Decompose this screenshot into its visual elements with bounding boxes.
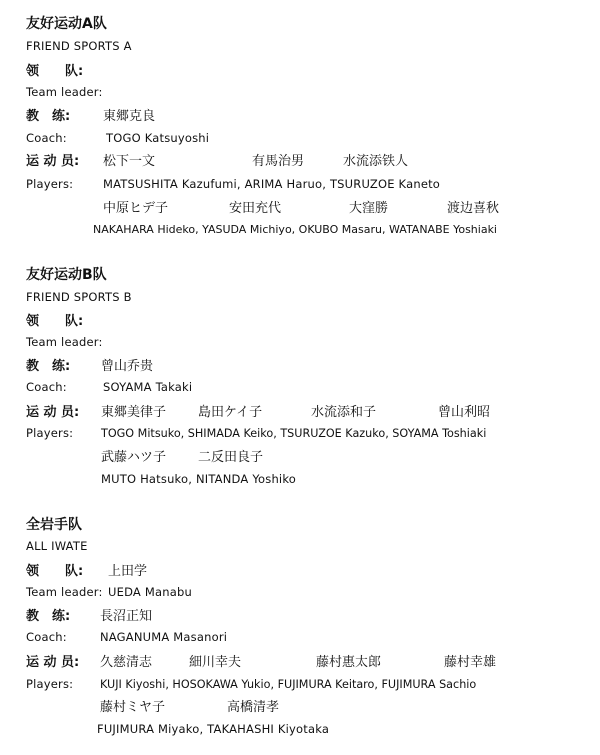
team-a-players-label-en: Players: [26, 177, 74, 191]
team-a-player-cn: 有馬治男 [252, 154, 305, 169]
team-c-name-cn: 全岩手队 [26, 517, 82, 533]
team-c-leader-label-cn: 领 队: [26, 564, 84, 579]
team-a-coach-label-cn: 教 练: [26, 109, 71, 124]
team-a-coach-cn: 東郷克良 [103, 109, 156, 124]
team-a-player-cn: 渡边喜秋 [447, 201, 500, 216]
team-c-player-cn: 藤村ミヤ子 [100, 700, 166, 715]
team-b-name-en: FRIEND SPORTS B [26, 290, 132, 304]
team-c-player-cn: 高橋清孝 [227, 700, 280, 715]
team-c-players-label-en: Players: [26, 677, 74, 691]
team-c-player-cn: 久慈清志 [100, 655, 153, 670]
team-c-leader-en: UEDA Manabu [108, 585, 192, 599]
team-c-leader-cn: 上田学 [108, 564, 148, 579]
team-b-coach-label-cn: 教 练: [26, 359, 71, 374]
team-a-player-cn: 大窪勝 [349, 201, 389, 216]
team-b-leader-label-en: Team leader: [26, 335, 103, 349]
team-b-coach-label-en: Coach: [26, 380, 67, 394]
team-a-player-cn: 松下一文 [103, 154, 156, 169]
team-a-coach-label-en: Coach: [26, 131, 67, 145]
team-c-player-cn: 藤村幸雄 [444, 655, 497, 670]
team-c-name-en: ALL IWATE [26, 539, 88, 553]
team-c-player-cn: 細川幸夫 [189, 655, 242, 670]
team-b-name-cn: 友好运动B队 [26, 267, 107, 283]
team-a-players-label-cn: 运 动 员: [26, 154, 80, 169]
team-a-players-en: NAKAHARA Hideko, YASUDA Michiyo, OKUBO Masaru, WATANABE Yoshiaki [93, 223, 497, 236]
team-c-coach-label-cn: 教 练: [26, 609, 71, 624]
team-a-leader-label-cn: 领 队: [26, 64, 84, 79]
team-c-players-en: KUJI Kiyoshi, HOSOKAWA Yukio, FUJIMURA Keitaro, FUJIMURA Sachio [100, 678, 477, 691]
team-b-players-en: TOGO Mitsuko, SHIMADA Keiko, TSURUZOE Kazuko, SOYAMA Toshiaki [101, 427, 487, 440]
team-c-players-label-cn: 运 动 员: [26, 655, 80, 670]
team-a-player-cn: 中原ヒデ子 [103, 201, 169, 216]
team-b-players-label-cn: 运 动 员: [26, 405, 80, 420]
team-a-leader-label-en: Team leader: [26, 85, 103, 99]
team-a-name-en: FRIEND SPORTS A [26, 39, 132, 53]
team-c-leader-label-en: Team leader: [26, 585, 103, 599]
team-a-player-cn: 安田充代 [229, 201, 282, 216]
team-c-players-en: FUJIMURA Miyako, TAKAHASHI Kiyotaka [97, 722, 330, 736]
team-b-player-cn: 東郷美律子 [101, 405, 167, 420]
team-a-players-en: MATSUSHITA Kazufumi, ARIMA Haruo, TSURUZOE Kaneto [103, 177, 441, 191]
team-a-player-cn: 水流添铁人 [343, 154, 409, 169]
team-a-name-cn: 友好运动A队 [26, 16, 107, 32]
team-b-leader-label-cn: 领 队: [26, 314, 84, 329]
team-c-player-cn: 藤村惠太郎 [316, 655, 382, 670]
team-b-players-en: MUTO Hatsuko, NITANDA Yoshiko [101, 472, 297, 486]
team-b-player-cn: 島田ケイ子 [198, 405, 263, 420]
team-a-coach-en: TOGO Katsuyoshi [106, 131, 210, 145]
team-c-coach-label-en: Coach: [26, 630, 67, 644]
team-b-player-cn: 曾山利昭 [438, 405, 491, 420]
team-b-player-cn: 二反田良子 [198, 450, 264, 465]
team-b-player-cn: 水流添和子 [311, 405, 377, 420]
team-b-coach-en: SOYAMA Takaki [103, 380, 193, 394]
team-b-players-label-en: Players: [26, 426, 74, 440]
team-b-player-cn: 武藤ハツ子 [101, 450, 167, 465]
team-b-coach-cn: 曾山乔贵 [101, 359, 154, 374]
team-c-coach-cn: 長沼正知 [100, 609, 153, 624]
team-c-coach-en: NAGANUMA Masanori [100, 630, 228, 644]
